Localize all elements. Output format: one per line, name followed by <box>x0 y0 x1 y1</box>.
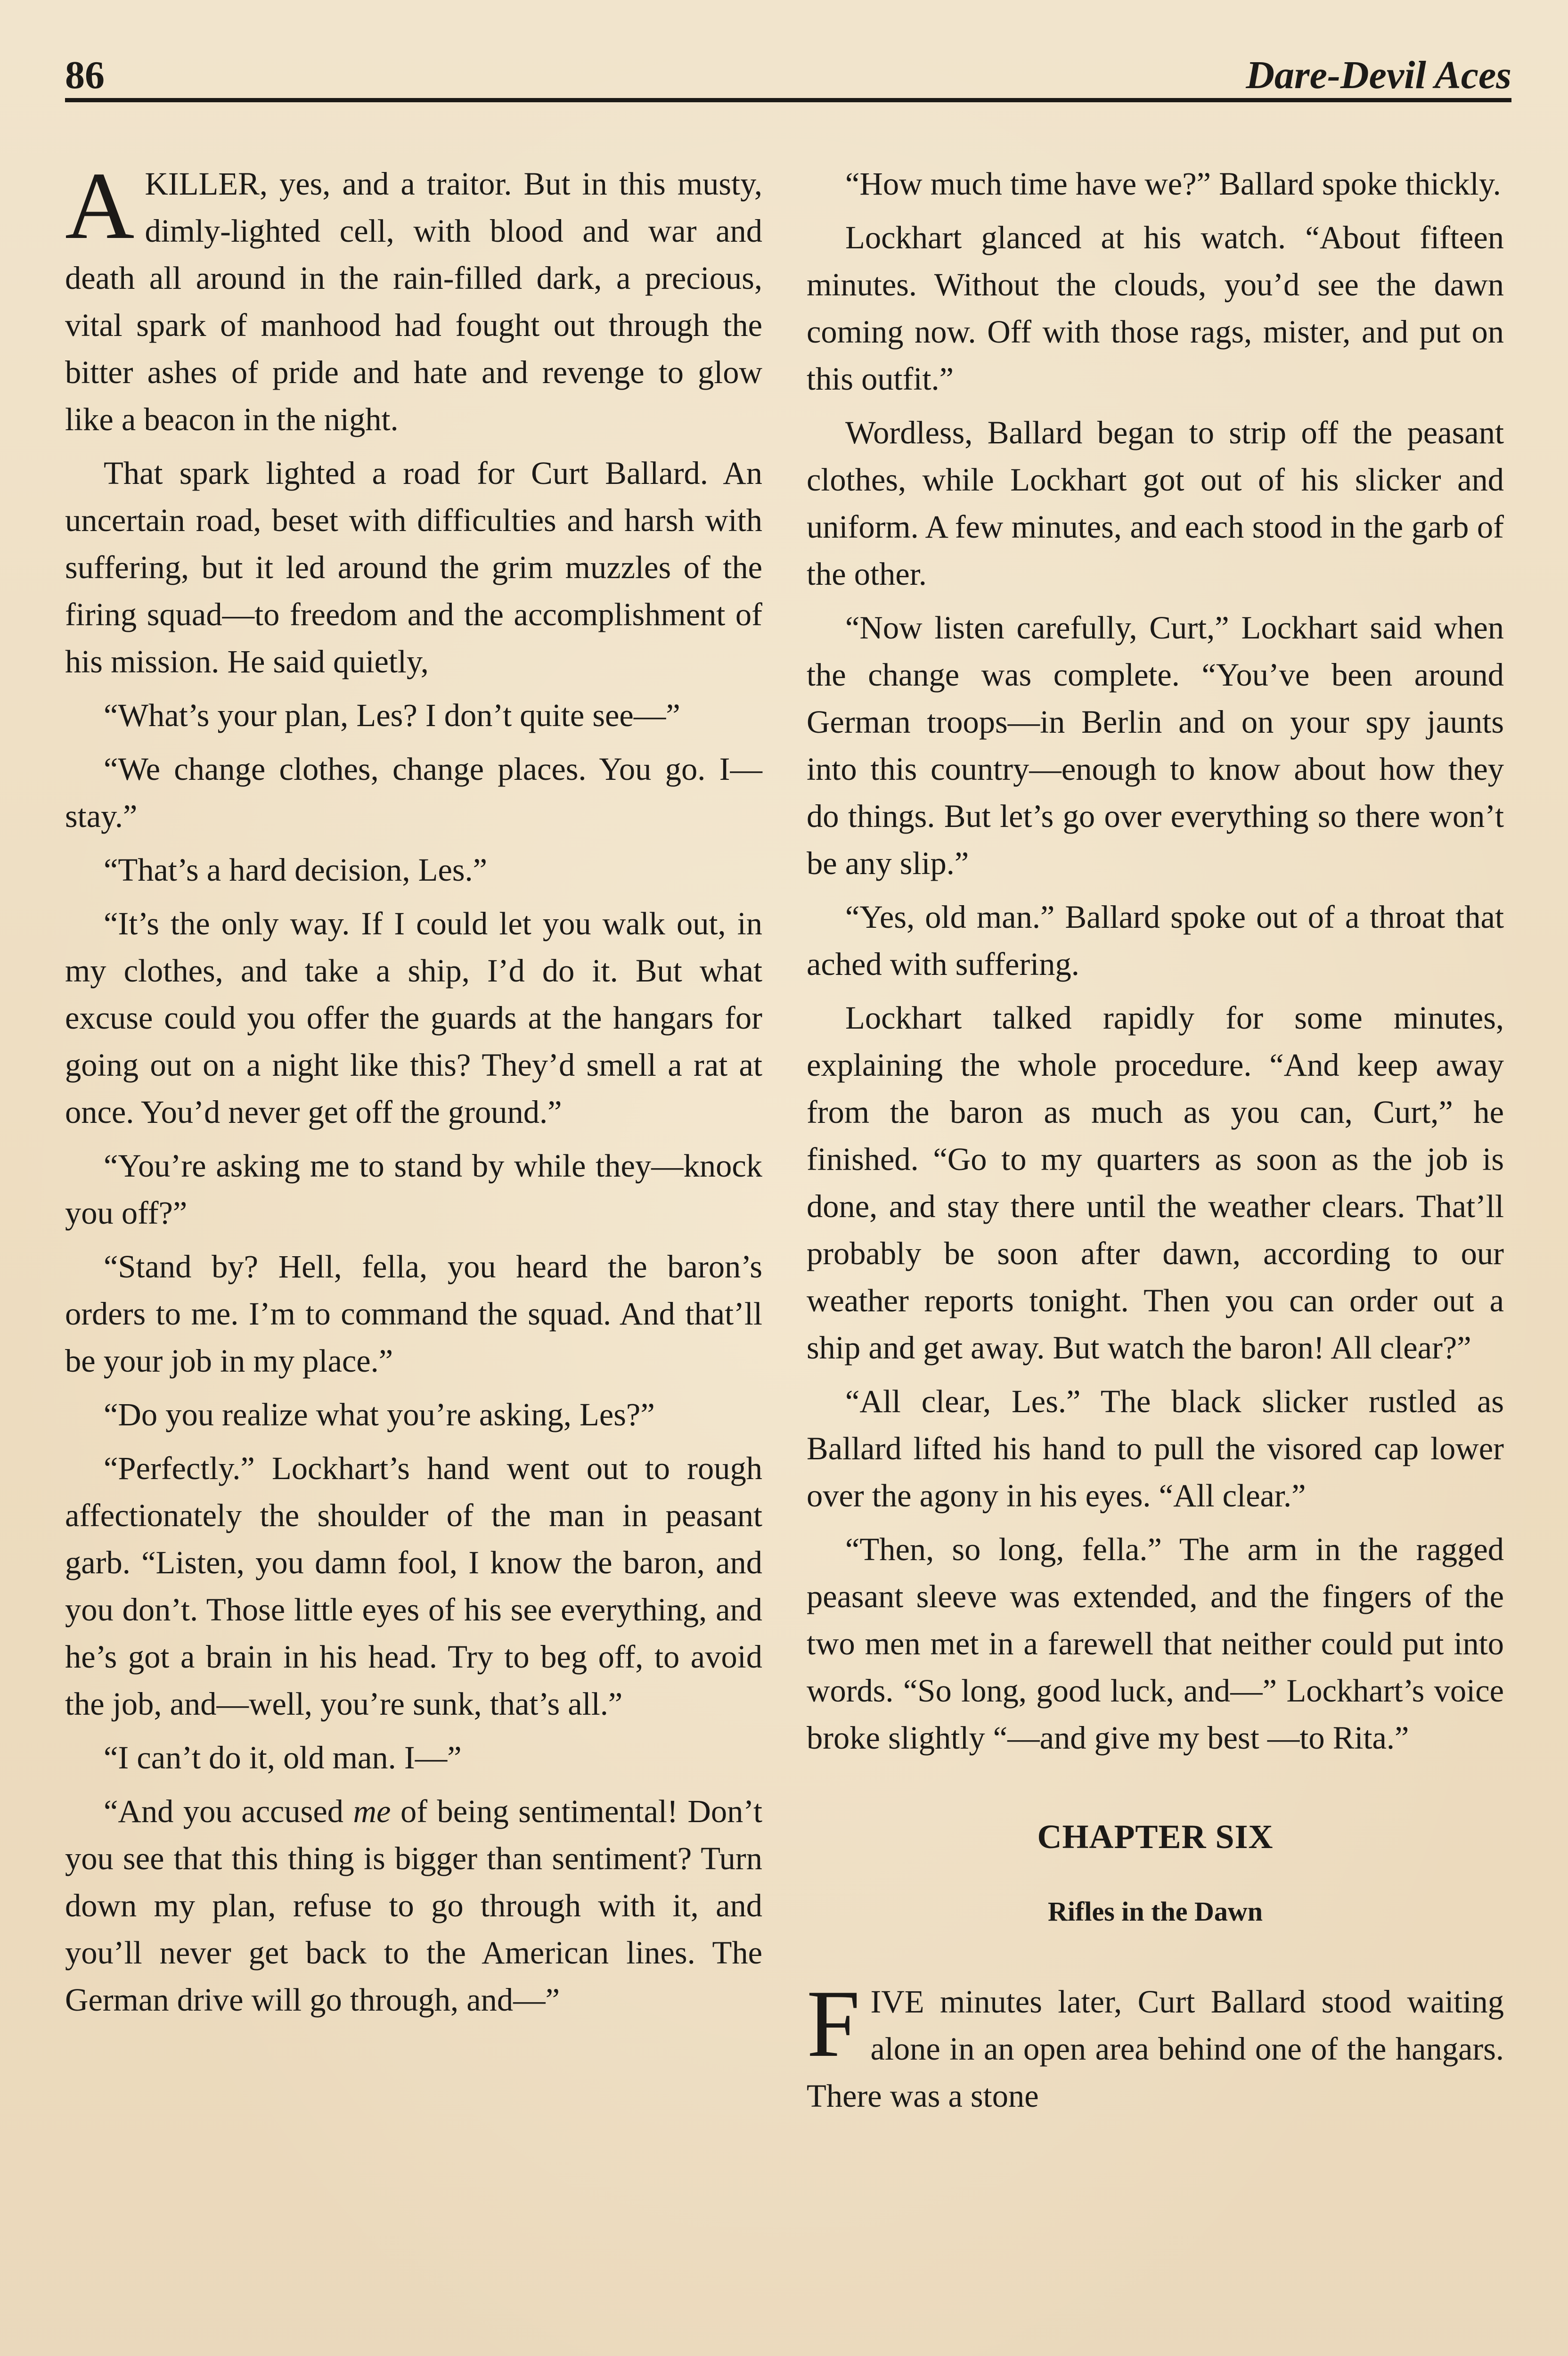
paragraph: “It’s the only way. If I could let you walk out, in my clothes, and take a ship, I’d do it. But what excuse could you offer the guards at the hangars for going out on a night like this? They’d smell a rat at once. You’d never get off the ground.” <box>65 906 762 1130</box>
paragraph: Lockhart glanced at his watch. “About fifteen minutes. Without the clouds, you’d see the dawn coming now. Off with those rags, mister, and put on this outfit.” <box>807 220 1504 397</box>
paragraph: “What’s your plan, Les? I don’t quite see—” <box>104 697 680 733</box>
paragraph: “Perfectly.” Lockhart’s hand went out to rough affectionately the shoulder of the man in peasant garb. “Listen, you damn fool, I know the baron, and you don’t. Those little eyes of his see everything, and he’s got a brain in his head. Try to beg off, to avoid the job, and—well, you’re sunk, that’s all.” <box>65 1450 762 1722</box>
paragraph-text: of being sentimental! Don’t you see that this thing is bigger than sentiment? Turn down my plan, refuse to go through with it, and you’ll never get back to the American lines. The German drive will go through, and—” <box>65 1793 762 2018</box>
chapter-subtitle: Rifles in the Dawn <box>1048 1896 1263 1927</box>
chapter-opening-paragraph <box>807 1971 1504 2119</box>
paragraph: That spark lighted a road for Curt Ballard. An uncertain road, beset with difficulties and harsh with suffering, but it led around the grim muzzles of the firing squad—to freedom and the accomplishment of his mission. He said quietly, <box>65 455 762 679</box>
paragraph-text: IVE minutes later, Curt Ballard stood waiting alone in an open area behind one of the hangars. There was a stone <box>807 1984 1504 2114</box>
paragraph: “I can’t do it, old man. I—” <box>104 1740 462 1775</box>
emphasis-text: me <box>353 1793 391 1829</box>
right-column <box>807 160 1504 2126</box>
paragraph: “That’s a hard decision, Les.” <box>104 852 488 888</box>
paragraph: “How much time have we?” Ballard spoke thickly. <box>845 166 1501 202</box>
paragraph: “We change clothes, change places. You go. I—stay.” <box>65 751 762 834</box>
paragraph: “You’re asking me to stand by while they—knock you off?” <box>65 1148 762 1231</box>
paragraph: “Do you realize what you’re asking, Les?” <box>104 1397 655 1432</box>
paragraph: Lockhart talked rapidly for some minutes, explaining the whole procedure. “And keep away from the baron as much as you can, Curt,” he finished. “Go to my quarters as soon as the job is done, and stay there until the weather clears. That’ll probably be soon after dawn, according to our weather reports tonight. Then you can order out a ship and get away. But watch the baron! All clear?” <box>807 1000 1504 1366</box>
paragraph: “Then, so long, fella.” The arm in the ragged peasant sleeve was extended, and the fingers of the two men met in a farewell that neither could put into words. “So long, good luck, and—” Lockhart’s voice broke slightly “—and give my best —to Rita.” <box>807 1531 1504 1756</box>
opening-paragraph <box>65 153 762 443</box>
page-number: 86 <box>65 53 105 97</box>
paragraph-text: “And you accused <box>104 1793 353 1829</box>
drop-cap-f: F <box>807 1971 860 2077</box>
page-header <box>65 49 1511 101</box>
paragraph: “Yes, old man.” Ballard spoke out of a throat that ached with suffering. <box>807 899 1504 982</box>
paragraph: “Stand by? Hell, fella, you heard the baron’s orders to me. I’m to command the squad. And that’ll be your job in my place.” <box>65 1249 762 1379</box>
chapter-heading: CHAPTER SIX <box>1037 1818 1274 1856</box>
paragraph: “All clear, Les.” The black slicker rustled as Ballard lifted his hand to pull the visored cap lower over the agony in his eyes. “All clear.” <box>807 1383 1504 1513</box>
header-rule <box>65 98 1511 102</box>
paragraph <box>65 1788 762 2023</box>
drop-cap-a: A <box>65 153 135 259</box>
left-column <box>65 153 762 2030</box>
paragraph: Wordless, Ballard began to strip off the peasant clothes, while Lockhart got out of his slicker and uniform. A few minutes, and each stood in the garb of the other. <box>807 415 1504 592</box>
paragraph-text: KILLER, yes, and a traitor. But in this musty, dimly-lighted cell, with blood and war and death all around in the rain-filled dark, a precious, vital spark of manhood had fought out through the bitter ashes of pride and hate and revenge to glow like a beacon in the night. <box>65 166 762 437</box>
paragraph: “Now listen carefully, Curt,” Lockhart said when the change was complete. “You’ve been around German troops—in Berlin and on your spy jaunts into this country—enough to know about how they do things. But let’s go over everything so there won’t be any slip.” <box>807 610 1504 881</box>
magazine-title: Dare-Devil Aces <box>1246 53 1511 97</box>
